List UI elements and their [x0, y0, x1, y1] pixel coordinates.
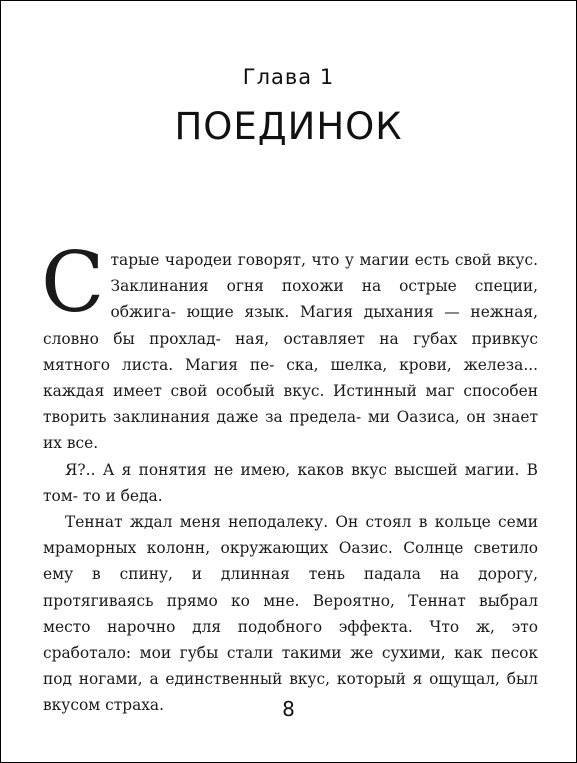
chapter-label: Глава 1 — [242, 65, 335, 89]
page-number: 8 — [282, 697, 295, 721]
body-text — [41, 234, 538, 719]
drop-cap: С — [41, 234, 105, 331]
paragraph-3: Теннат ждал меня неподалеку. Он стоял в кольце семи мраморных колонн, окружающих Оазис. Солнце светило ему в спину, и длинная тень падала на дорогу, протягиваясь прямо ко мне. Вероятно, Теннат выбрал место нарочно для подобного эффекта. Что ж, это сработало: мои губы стали такими же сухими, как песок под ногами, а единственный вкус, который я ощущал, был вкусом страха. — [43, 513, 538, 715]
paragraph-1: тарые чародеи говорят, что у магии есть свой вкус. Заклинания огня похожи на острые специи, обжига- ющие язык. Магия дыхания — нежная, словно бы прохлад- ная, оставляет на губах привкус мятного листа. Магия пе- ска, шелка, крови, железа... каждая имеет свой особый вкус. Истинный маг способен творить заклинания даже за предела- ми Оазиса, он знает их все. — [43, 251, 538, 453]
chapter-title: ПОЕДИНОК — [174, 105, 403, 148]
paragraph-2: Я?.. А я понятия не имею, каков вкус высшей магии. В том- то и беда. — [43, 460, 538, 505]
